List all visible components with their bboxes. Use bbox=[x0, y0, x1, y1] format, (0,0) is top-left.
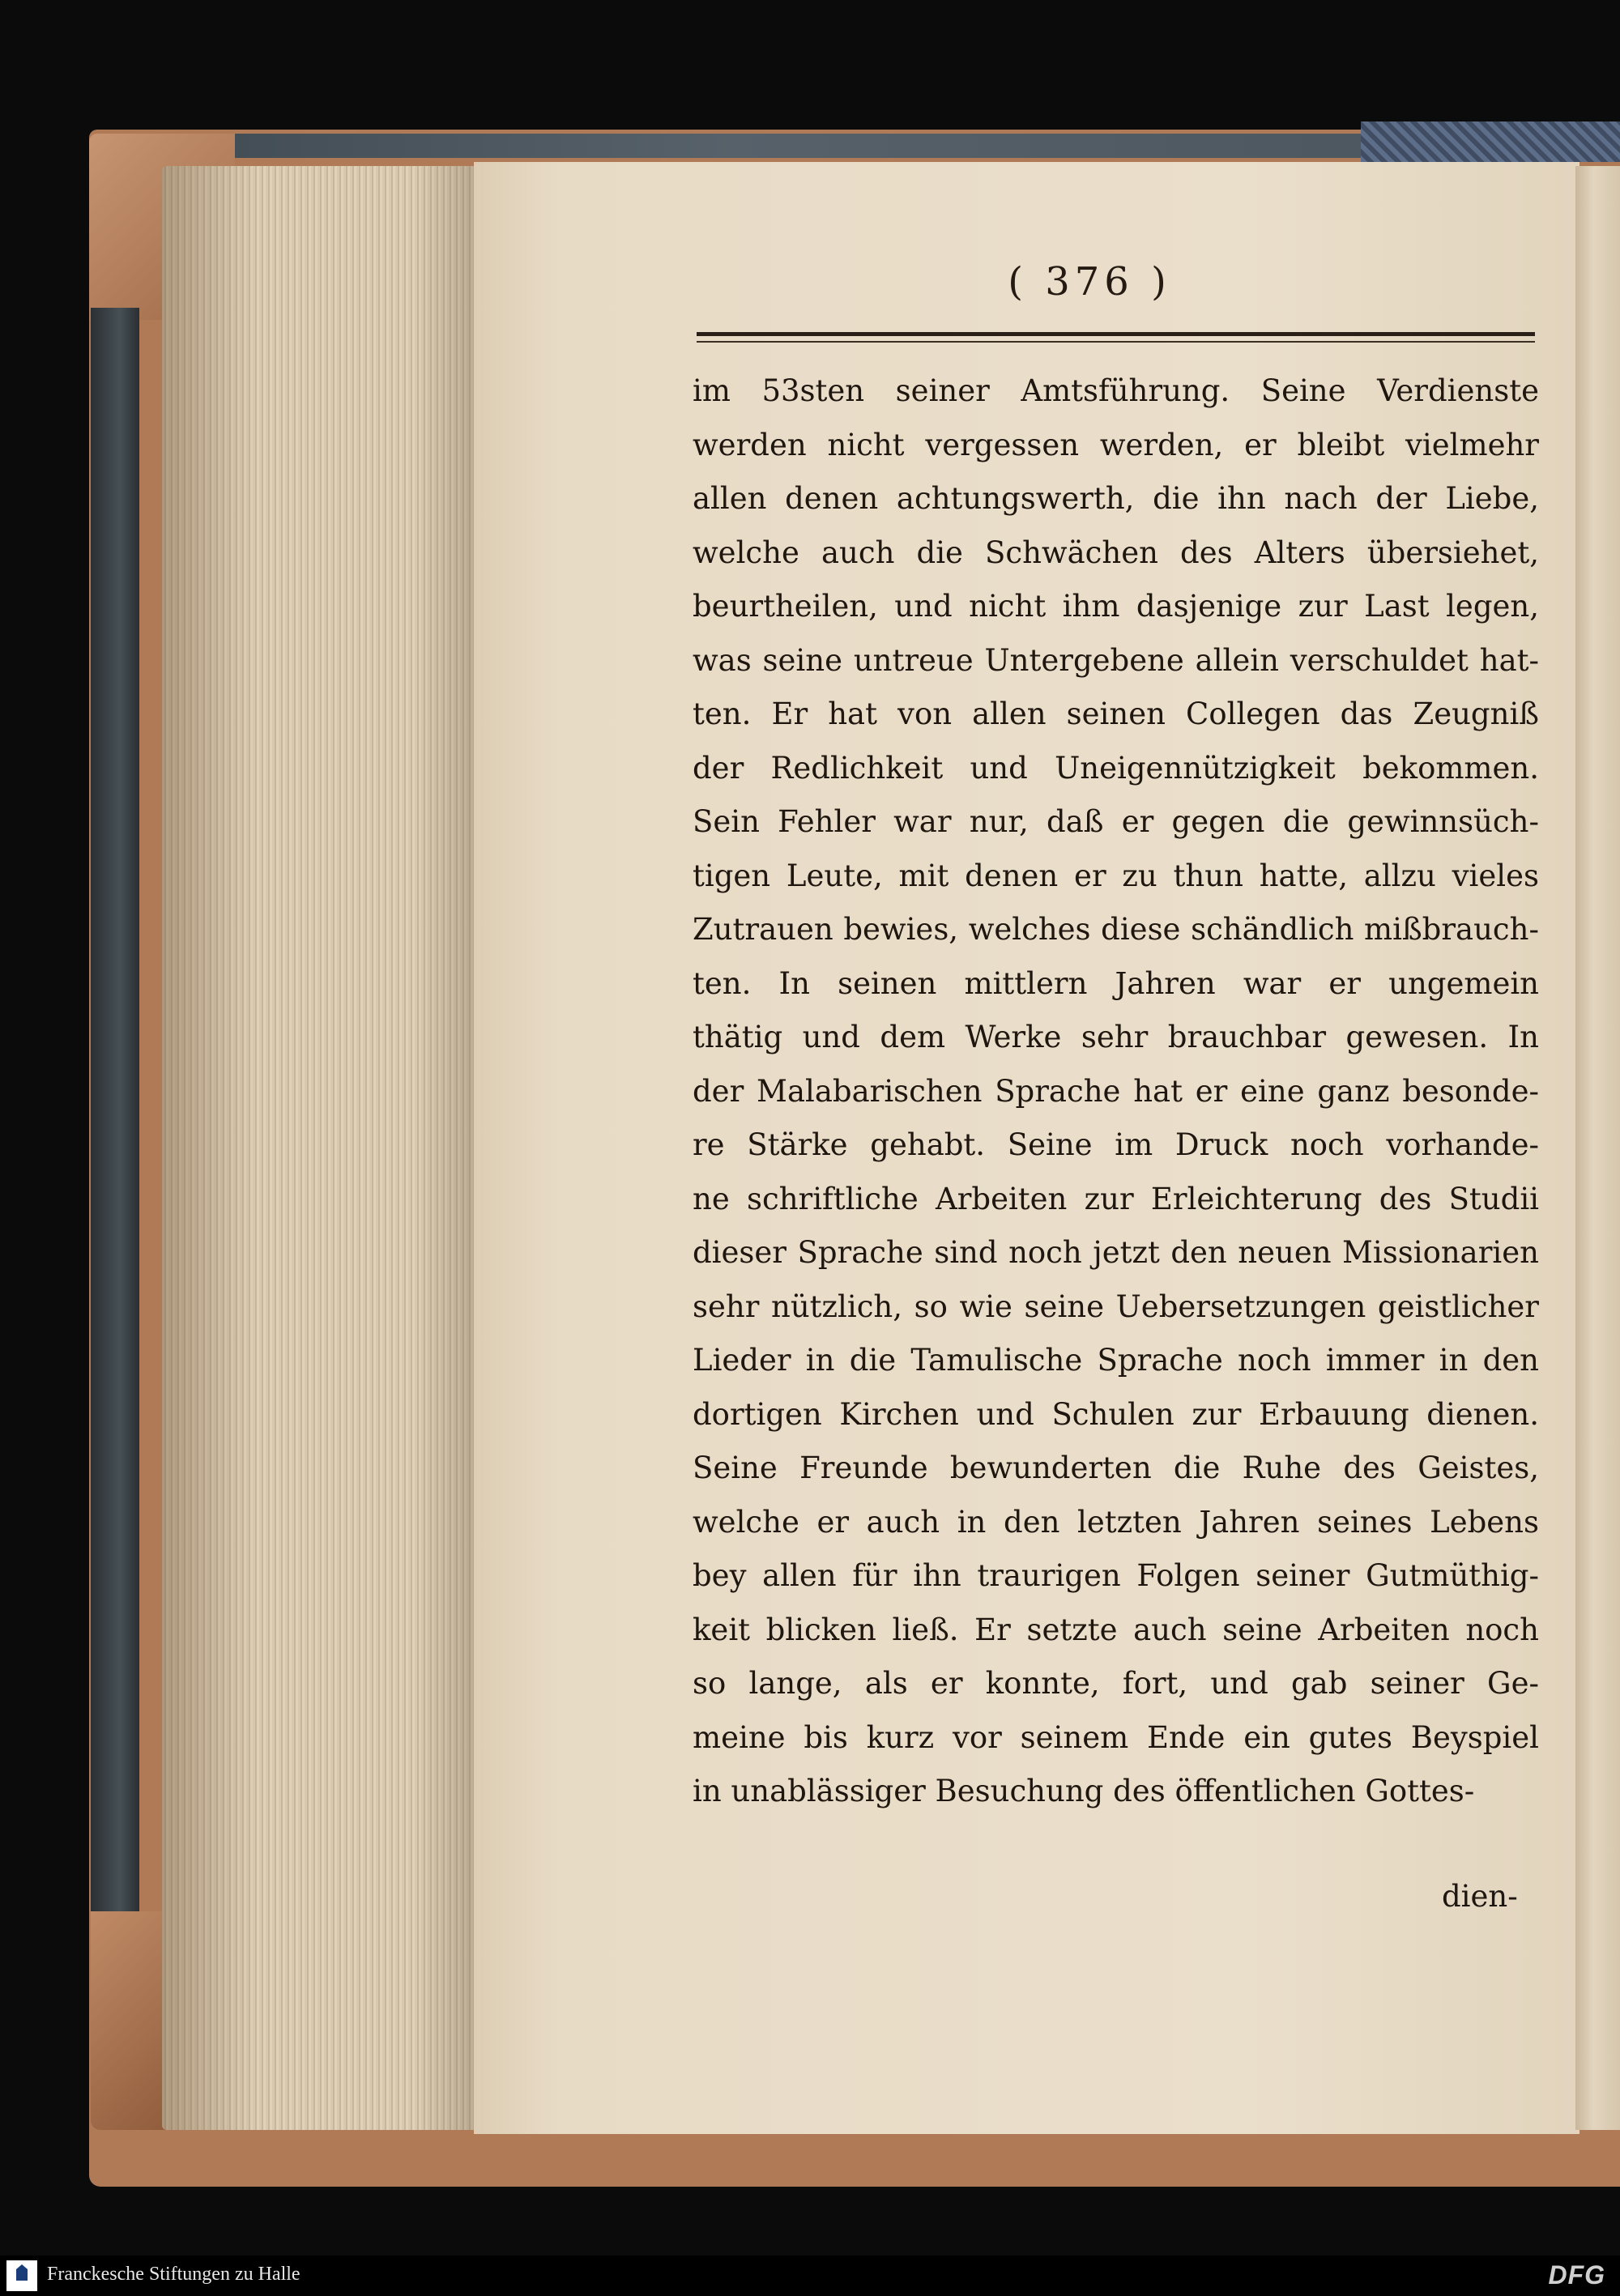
header-rule-thick bbox=[697, 332, 1535, 336]
text-line: der Malabarischen Sprache hat er eine ganz besonde- bbox=[693, 1073, 1539, 1109]
text-line: welche auch die Schwächen des Alters übersiehet, bbox=[693, 535, 1539, 570]
text-line: im 53sten seiner Amtsführung. Seine Verdienste bbox=[693, 373, 1539, 408]
text-line: dortigen Kirchen und Schulen zur Erbauung dienen. bbox=[693, 1396, 1539, 1432]
text-line: Sein Fehler war nur, daß er gegen die gewinnsüch- bbox=[693, 804, 1539, 839]
text-line: beurtheilen, und nicht ihm dasjenige zur Last legen, bbox=[693, 589, 1539, 624]
text-line: Lieder in die Tamulische Sprache noch immer in den bbox=[693, 1343, 1539, 1378]
text-line: sehr nützlich, so wie seine Uebersetzungen geistlicher bbox=[693, 1289, 1539, 1324]
text-line: bey allen für ihn traurigen Folgen seiner Gutmüthig- bbox=[693, 1558, 1539, 1593]
header-rule-thin bbox=[697, 341, 1535, 343]
funder-logo: DFG bbox=[1548, 2260, 1605, 2290]
page-number-header: ( 376 ) bbox=[1008, 259, 1171, 305]
text-line: ten. In seinen mittlern Jahren war er ungemein bbox=[693, 965, 1539, 1001]
text-line: dieser Sprache sind noch jetzt den neuen Missionarien bbox=[693, 1235, 1539, 1270]
text-line: ne schriftliche Arbeiten zur Erleichterung des Studii bbox=[693, 1181, 1539, 1216]
text-line: in unablässiger Besuchung des öffentlichen Gottes- bbox=[693, 1774, 1475, 1808]
text-line: allen denen achtungswerth, die ihn nach der Liebe, bbox=[693, 481, 1539, 516]
viewer-footer bbox=[0, 2256, 1620, 2296]
institution-logo-icon bbox=[6, 2260, 37, 2291]
text-line: der Redlichkeit und Uneigennützigkeit bekommen. bbox=[693, 750, 1539, 786]
text-line: ten. Er hat von allen seinen Collegen das Zeugniß bbox=[693, 696, 1539, 731]
text-line: tigen Leute, mit denen er zu thun hatte, allzu vieles bbox=[693, 858, 1539, 893]
page-text-body bbox=[693, 364, 1539, 1819]
text-line: Zutrauen bewies, welches diese schändlich mißbrauch- bbox=[693, 912, 1539, 947]
cover-marbled-edge bbox=[1361, 121, 1620, 162]
catchword: dien- bbox=[1442, 1879, 1518, 1914]
institution-name: Franckesche Stiftungen zu Halle bbox=[47, 2264, 301, 2285]
text-line: re Stärke gehabt. Seine im Druck noch vorhande- bbox=[693, 1127, 1539, 1162]
book-spine bbox=[91, 308, 139, 1911]
text-line: werden nicht vergessen werden, er bleibt vielmehr bbox=[693, 427, 1539, 462]
page-block-shading bbox=[162, 166, 478, 2130]
text-line: welche er auch in den letzten Jahren seines Lebens bbox=[693, 1504, 1539, 1540]
text-line: thätig und dem Werke sehr brauchbar gewesen. In bbox=[693, 1020, 1539, 1054]
page-gutter bbox=[1575, 166, 1620, 2130]
text-line: meine bis kurz vor seinem Ende ein gutes Beyspiel bbox=[693, 1719, 1539, 1755]
building-icon bbox=[16, 2264, 28, 2281]
text-line: keit blicken ließ. Er setzte auch seine Arbeiten noch bbox=[693, 1612, 1539, 1647]
text-line: was seine untreue Untergebene allein verschuldet hat- bbox=[693, 642, 1539, 678]
text-line: so lange, als er konnte, fort, und gab seiner Ge- bbox=[693, 1666, 1539, 1701]
text-line: Seine Freunde bewunderten die Ruhe des Geistes, bbox=[693, 1450, 1539, 1485]
